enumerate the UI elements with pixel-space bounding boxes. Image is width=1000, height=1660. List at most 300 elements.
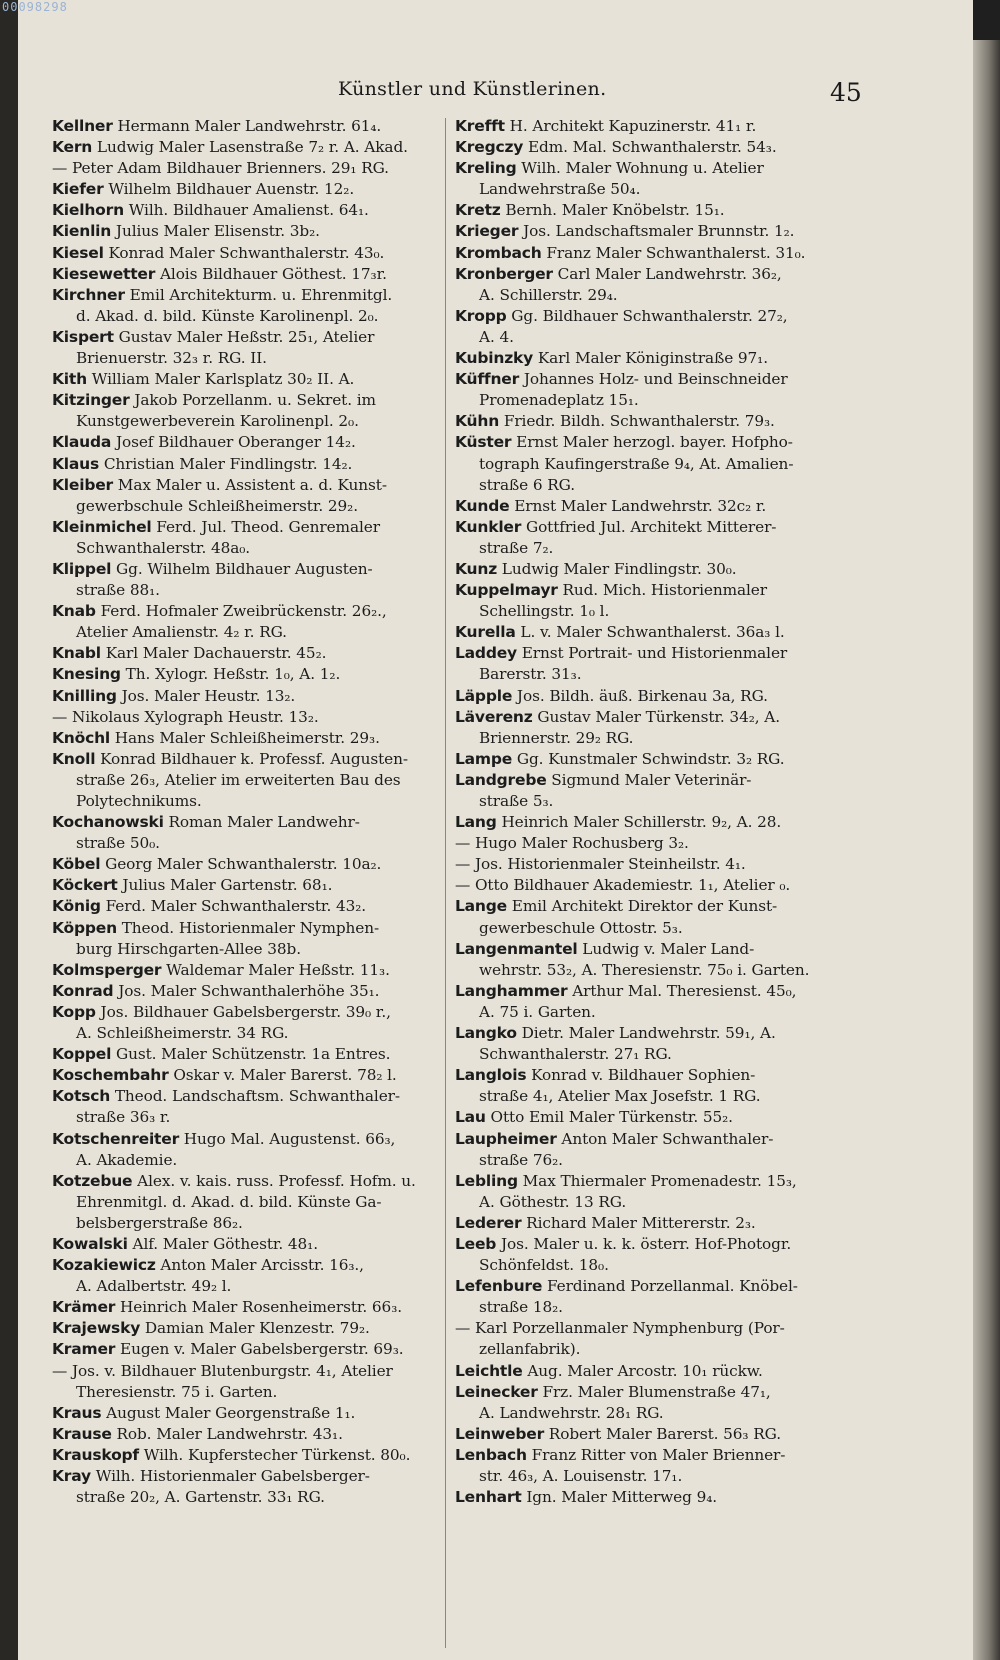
directory-entry-continuation: [52, 348, 462, 369]
entry-surname: Kurella: [455, 623, 516, 642]
entry-surname: Knilling: [52, 686, 117, 705]
entry-text: Rud. Mich. Historienmaler: [562, 581, 767, 600]
directory-entry-continuation: [455, 1297, 865, 1318]
directory-entry: [52, 601, 462, 622]
directory-entry-continuation: [455, 728, 865, 749]
directory-entry: [52, 1339, 462, 1360]
entry-text: Eugen v. Maler Gabelsbergerstr. 69₃.: [120, 1340, 404, 1359]
entry-text: A. 4.: [479, 327, 514, 346]
entry-text: straße 18₂.: [479, 1298, 563, 1317]
entry-surname: Klippel: [52, 559, 112, 578]
directory-entry: [455, 1445, 865, 1466]
entry-text: Barerstr. 31₃.: [479, 665, 582, 684]
directory-entry: [455, 264, 865, 285]
entry-surname: Leichtle: [455, 1361, 523, 1380]
entry-surname: Kith: [52, 370, 87, 389]
entry-text: — Jos. Historienmaler Steinheilstr. 4₁.: [455, 855, 746, 874]
entry-surname: Koschembahr: [52, 1066, 169, 1085]
entry-text: Konrad Bildhauer k. Professf. Augusten-: [100, 749, 408, 768]
entry-text: Otto Emil Maler Türkenstr. 55₂.: [490, 1108, 733, 1127]
entry-surname: Kellner: [52, 117, 113, 135]
entry-text: tograph Kaufingerstraße 9₄, At. Amalien-: [479, 454, 794, 473]
directory-entry: [52, 221, 462, 242]
directory-entry: [52, 390, 462, 411]
entry-text: A. Adalbertstr. 49₂ l.: [76, 1277, 232, 1296]
entry-text: Konrad Maler Schwanthalerstr. 43₀.: [108, 243, 385, 262]
entry-text: Franz Maler Schwanthalerst. 31₀.: [546, 243, 806, 262]
directory-entry: [455, 643, 865, 664]
entry-text: Schwanthalerstr. 27₁ RG.: [479, 1045, 672, 1064]
entry-text: Jakob Porzellanm. u. Sekret. im: [134, 391, 376, 410]
entry-text: Sigmund Maler Veterinär-: [551, 770, 752, 789]
entry-text: wehrstr. 53₂, A. Theresienstr. 75₀ i. Garten.: [479, 960, 810, 979]
directory-entry: [52, 686, 462, 707]
entry-text: William Maler Karlsplatz 30₂ II. A.: [91, 370, 355, 389]
directory-entry-continuation: [52, 770, 462, 791]
entry-text: Christian Maler Findlingstr. 14₂.: [103, 454, 353, 473]
entry-text: Emil Architekturm. u. Ehrenmitgl.: [129, 285, 393, 304]
entry-surname: Kleiber: [52, 475, 114, 494]
entry-surname: Kolmsperger: [52, 960, 162, 979]
entry-text: Hermann Maler Landwehrstr. 61₄.: [117, 117, 382, 135]
entry-text: — Jos. v. Bildhauer Blutenburgstr. 4₁, Atelier: [52, 1361, 393, 1380]
entry-text: burg Hirschgarten-Allee 38b.: [76, 939, 301, 958]
directory-entry: [52, 200, 462, 221]
directory-entry: [455, 770, 865, 791]
right-column: [455, 116, 865, 1508]
directory-entry: [52, 559, 462, 580]
column-divider: [445, 118, 446, 1648]
directory-entry-continuation: [455, 1339, 865, 1360]
entry-text: Frz. Maler Blumenstraße 47₁,: [542, 1382, 771, 1401]
entry-surname: Landgrebe: [455, 770, 547, 789]
entry-text: Gustav Maler Heßstr. 25₁, Atelier: [118, 327, 375, 346]
entry-text: straße 5₃.: [479, 792, 554, 810]
entry-surname: Langko: [455, 1024, 517, 1043]
directory-entry-continuation: [455, 1403, 865, 1424]
entry-surname: Kunde: [455, 496, 510, 515]
entry-text: Gustav Maler Türkenstr. 34₂, A.: [537, 707, 780, 726]
entry-text: Schwanthalerstr. 48a₀.: [76, 538, 251, 557]
directory-entry: [52, 1466, 462, 1487]
directory-entry: [52, 1234, 462, 1255]
directory-entry-continuation: [52, 1487, 462, 1508]
entry-text: zellanfabrik).: [479, 1340, 581, 1359]
directory-entry: [52, 454, 462, 475]
entry-text: Carl Maler Landwehrstr. 36₂,: [557, 264, 782, 283]
directory-entry: [455, 1487, 865, 1508]
entry-text: Bernh. Maler Knöbelstr. 15₁.: [505, 201, 725, 220]
directory-entry: [52, 1086, 462, 1107]
directory-entry-continuation: [455, 454, 865, 475]
directory-entry: [52, 243, 462, 264]
directory-entry-continuation: [52, 1192, 462, 1213]
entry-surname: Leinweber: [455, 1424, 545, 1443]
directory-entry-continuation: [455, 285, 865, 306]
directory-entry: [455, 833, 865, 854]
directory-entry-continuation: [52, 1150, 462, 1171]
entry-surname: Laupheimer: [455, 1129, 557, 1148]
entry-surname: Krämer: [52, 1298, 116, 1317]
directory-entry: [52, 1044, 462, 1065]
entry-text: Jos. Maler Schwanthalerhöhe 35₁.: [118, 981, 380, 1000]
entry-text: Ferd. Jul. Theod. Genremaler: [156, 517, 380, 536]
entry-text: — Karl Porzellanmaler Nymphenburg (Por-: [455, 1319, 785, 1338]
entry-surname: Läverenz: [455, 707, 533, 726]
entry-text: Ferd. Hofmaler Zweibrückenstr. 26₂.,: [100, 602, 387, 621]
directory-entry: [455, 939, 865, 960]
directory-entry-continuation: [52, 791, 462, 812]
directory-entry: [52, 728, 462, 749]
directory-entry: [52, 1171, 462, 1192]
entry-surname: Kronberger: [455, 264, 553, 283]
directory-entry-continuation: [52, 411, 462, 432]
entry-surname: Krauskopf: [52, 1445, 139, 1464]
directory-entry: [455, 707, 865, 728]
entry-surname: Kozakiewicz: [52, 1256, 156, 1275]
entry-text: A. Schillerstr. 29₄.: [479, 285, 618, 304]
entry-text: L. v. Maler Schwanthalerst. 36a₃ l.: [520, 623, 785, 642]
directory-entry-continuation: [52, 939, 462, 960]
directory-entry: [52, 137, 462, 158]
entry-text: Josef Bildhauer Oberanger 14₂.: [115, 433, 356, 452]
entry-surname: Koppel: [52, 1045, 112, 1064]
directory-entry: [455, 812, 865, 833]
directory-entry: [52, 264, 462, 285]
entry-surname: Lau: [455, 1108, 486, 1127]
entry-text: belsbergerstraße 86₂.: [76, 1213, 243, 1232]
directory-entry: [455, 369, 865, 390]
entry-surname: Kunz: [455, 559, 498, 578]
directory-entry: [52, 517, 462, 538]
directory-entry-continuation: [455, 791, 865, 812]
directory-entry-continuation: [455, 664, 865, 685]
directory-entry: [52, 981, 462, 1002]
entry-text: Ferdinand Porzellanmal. Knöbel-: [546, 1277, 798, 1296]
directory-entry-continuation: [455, 1150, 865, 1171]
directory-entry: [52, 875, 462, 896]
entry-text: Edm. Mal. Schwanthalerstr. 54₃.: [527, 138, 777, 157]
directory-entry: [455, 348, 865, 369]
directory-entry-continuation: [455, 1192, 865, 1213]
directory-entry-continuation: [52, 496, 462, 517]
entry-surname: Krieger: [455, 222, 519, 241]
directory-entry: [455, 875, 865, 896]
entry-text: — Otto Bildhauer Akademiestr. 1₁, Atelier ₀.: [455, 876, 791, 895]
directory-entry-continuation: [455, 390, 865, 411]
directory-entry: [52, 918, 462, 939]
entry-text: Aug. Maler Arcostr. 10₁ rückw.: [527, 1361, 763, 1380]
entry-text: Ernst Maler herzogl. bayer. Hofpho-: [516, 433, 793, 452]
directory-entry: [455, 1129, 865, 1150]
directory-entry: [52, 854, 462, 875]
entry-text: Jos. Landschaftsmaler Brunnstr. 1₂.: [523, 222, 795, 241]
directory-entry: [455, 432, 865, 453]
entry-text: Th. Xylogr. Heßstr. 1₀, A. 1₂.: [125, 665, 341, 684]
directory-entry-continuation: [455, 1002, 865, 1023]
entry-text: — Nikolaus Xylograph Heustr. 13₂.: [52, 707, 319, 726]
entry-text: straße 4₁, Atelier Max Josefstr. 1 RG.: [479, 1087, 761, 1106]
entry-text: Karl Maler Dachauerstr. 45₂.: [105, 644, 327, 663]
directory-entry: [52, 1318, 462, 1339]
entry-text: Alois Bildhauer Göthest. 17₃r.: [159, 264, 387, 283]
entry-surname: Klauda: [52, 433, 112, 452]
entry-surname: Leinecker: [455, 1382, 538, 1401]
directory-entry-continuation: [455, 960, 865, 981]
entry-text: Jos. Maler u. k. k. österr. Hof-Photogr.: [500, 1234, 792, 1253]
entry-text: Richard Maler Mittererstr. 2₃.: [526, 1213, 756, 1232]
directory-entry: [52, 158, 462, 179]
entry-text: A. Akademie.: [76, 1150, 178, 1169]
directory-entry-continuation: [455, 601, 865, 622]
directory-entry: [455, 1171, 865, 1192]
entry-surname: Köppen: [52, 918, 117, 937]
directory-entry: [455, 306, 865, 327]
directory-entry: [455, 1361, 865, 1382]
entry-surname: Langenmantel: [455, 939, 578, 958]
directory-entry: [455, 896, 865, 917]
entry-text: — Peter Adam Bildhauer Brienners. 29₁ RG.: [52, 159, 389, 178]
entry-surname: Kienlin: [52, 222, 112, 241]
entry-text: Ehrenmitgl. d. Akad. d. bild. Künste Ga-: [76, 1192, 382, 1211]
entry-surname: Lederer: [455, 1213, 522, 1232]
directory-entry-continuation: [52, 833, 462, 854]
directory-entry: [52, 1129, 462, 1150]
directory-entry-continuation: [455, 327, 865, 348]
entry-text: Emil Architekt Direktor der Kunst-: [511, 897, 778, 916]
entry-text: Franz Ritter von Maler Brienner-: [531, 1445, 786, 1464]
entry-text: Briennerstr. 29₂ RG.: [479, 728, 634, 747]
entry-text: Theresienstr. 75 i. Garten.: [76, 1382, 278, 1401]
entry-text: straße 76₂.: [479, 1150, 563, 1169]
entry-text: straße 26₃, Atelier im erweiterten Bau des: [76, 770, 401, 789]
entry-text: straße 50₀.: [76, 834, 160, 853]
entry-text: Hans Maler Schleißheimerstr. 29₃.: [114, 728, 380, 747]
directory-entry: [52, 285, 462, 306]
entry-surname: Knesing: [52, 665, 121, 684]
directory-entry: [52, 179, 462, 200]
directory-entry: [52, 1002, 462, 1023]
directory-entry: [52, 432, 462, 453]
directory-entry: [52, 812, 462, 833]
entry-surname: Krajewsky: [52, 1319, 141, 1338]
entry-text: Ferd. Maler Schwanthalerstr. 43₂.: [105, 897, 367, 916]
entry-text: Max Thiermaler Promenadestr. 15₃,: [522, 1171, 797, 1190]
entry-surname: Lang: [455, 813, 497, 832]
entry-text: A. 75 i. Garten.: [479, 1002, 596, 1021]
entry-surname: Kleinmichel: [52, 517, 152, 536]
directory-entry: [455, 749, 865, 770]
entry-text: Alf. Maler Göthestr. 48₁.: [132, 1234, 318, 1253]
directory-entry: [455, 243, 865, 264]
entry-text: Roman Maler Landwehr-: [168, 813, 360, 832]
directory-entry: [52, 749, 462, 770]
directory-entry: [455, 137, 865, 158]
entry-text: Wilh. Bildhauer Amalienst. 64₁.: [128, 201, 369, 220]
entry-surname: Lenhart: [455, 1488, 522, 1507]
entry-surname: Lampe: [455, 749, 513, 768]
entry-surname: Klaus: [52, 454, 100, 473]
entry-surname: Küster: [455, 433, 512, 452]
entry-surname: Kunkler: [455, 517, 522, 536]
entry-surname: Konrad: [52, 981, 114, 1000]
entry-text: Gg. Wilhelm Bildhauer Augusten-: [116, 559, 373, 578]
entry-surname: Kowalski: [52, 1234, 128, 1253]
running-head: Künstler und Künstlerinen.: [338, 78, 607, 100]
entry-text: Wilh. Kupferstecher Türkenst. 80₀.: [143, 1445, 411, 1464]
entry-surname: Krombach: [455, 243, 542, 262]
entry-text: Jos. Maler Heustr. 13₂.: [121, 686, 296, 705]
entry-text: Ign. Maler Mitterweg 9₄.: [526, 1488, 717, 1507]
entry-text: Robert Maler Barerst. 56₃ RG.: [548, 1424, 781, 1443]
entry-surname: Köbel: [52, 855, 101, 874]
directory-entry: [455, 686, 865, 707]
entry-text: Gg. Kunstmaler Schwindstr. 3₂ RG.: [516, 749, 785, 768]
left-column: [52, 116, 462, 1508]
entry-text: Gottfried Jul. Architekt Mitterer-: [525, 517, 777, 536]
entry-text: Ludwig Maler Lasenstraße 7₂ r. A. Akad.: [96, 138, 408, 157]
entry-text: Georg Maler Schwanthalerstr. 10a₂.: [105, 855, 382, 874]
directory-entry-continuation: [52, 538, 462, 559]
entry-text: Ludwig Maler Findlingstr. 30₀.: [501, 559, 737, 578]
entry-surname: Kretz: [455, 201, 501, 220]
directory-entry: [455, 1213, 865, 1234]
directory-entry: [455, 411, 865, 432]
entry-text: Theod. Historienmaler Nymphen-: [121, 918, 380, 937]
entry-surname: Laddey: [455, 644, 517, 663]
directory-entry-continuation: [52, 306, 462, 327]
entry-surname: Kiesewetter: [52, 264, 156, 283]
entry-text: Max Maler u. Assistent a. d. Kunst-: [117, 475, 387, 494]
entry-text: straße 20₂, A. Gartenstr. 33₁ RG.: [76, 1488, 325, 1507]
entry-text: Alex. v. kais. russ. Professf. Hofm. u.: [137, 1171, 416, 1190]
entry-text: d. Akad. d. bild. Künste Karolinenpl. 2₀.: [76, 306, 379, 325]
directory-entry: [52, 1065, 462, 1086]
directory-entry: [455, 158, 865, 179]
entry-text: Ludwig v. Maler Land-: [582, 939, 755, 958]
entry-text: Landwehrstraße 50₄.: [479, 180, 641, 199]
entry-text: Jos. Bildh. äuß. Birkenau 3a, RG.: [516, 686, 768, 705]
entry-text: gewerbschule Schleißheimerstr. 29₂.: [76, 496, 358, 515]
directory-entry: [52, 1445, 462, 1466]
directory-entry-continuation: [455, 1044, 865, 1065]
entry-surname: Lenbach: [455, 1445, 527, 1464]
entry-surname: Kreling: [455, 159, 517, 178]
directory-entry: [52, 960, 462, 981]
entry-surname: Kopp: [52, 1002, 96, 1021]
directory-entry: [52, 643, 462, 664]
entry-surname: Kühn: [455, 412, 500, 431]
left-page-edge: [0, 0, 20, 1660]
entry-surname: Knab: [52, 602, 96, 621]
entry-text: Waldemar Maler Heßstr. 11₃.: [166, 960, 390, 979]
entry-text: straße 36₃ r.: [76, 1108, 171, 1127]
entry-text: Ernst Portrait- und Historienmaler: [521, 644, 788, 663]
entry-text: Johannes Holz- und Beinschneider: [523, 370, 788, 389]
directory-entry: [52, 1403, 462, 1424]
entry-text: H. Architekt Kapuzinerstr. 41₁ r.: [509, 117, 757, 135]
entry-surname: Lefenbure: [455, 1277, 543, 1296]
right-page-edges: [973, 40, 1000, 1660]
entry-surname: Kern: [52, 138, 93, 157]
directory-entry-continuation: [455, 538, 865, 559]
entry-surname: Kotzebue: [52, 1171, 133, 1190]
entry-text: Promenadeplatz 15₁.: [479, 391, 639, 410]
directory-entry: [52, 896, 462, 917]
directory-entry-continuation: [52, 1276, 462, 1297]
entry-text: Oskar v. Maler Barerst. 78₂ l.: [173, 1066, 397, 1085]
directory-entry-continuation: [52, 1107, 462, 1128]
entry-surname: Langlois: [455, 1066, 527, 1085]
entry-surname: Kochanowski: [52, 813, 164, 832]
entry-surname: Leeb: [455, 1234, 497, 1253]
directory-entry-continuation: [52, 1213, 462, 1234]
entry-surname: Krefft: [455, 117, 505, 135]
scan-serial-number: 00098298: [2, 0, 68, 14]
entry-text: Gg. Bildhauer Schwanthalerstr. 27₂,: [511, 306, 788, 325]
entry-surname: Kray: [52, 1467, 91, 1485]
entry-text: straße 88₁.: [76, 581, 160, 600]
entry-surname: Lange: [455, 897, 507, 916]
entry-surname: Knabl: [52, 644, 101, 663]
entry-surname: Kuppelmayr: [455, 581, 558, 600]
directory-entry: [52, 327, 462, 348]
entry-text: Theod. Landschaftsm. Schwanthaler-: [114, 1087, 400, 1106]
directory-entry-continuation: [52, 622, 462, 643]
entry-surname: Krause: [52, 1424, 112, 1443]
directory-entry: [455, 854, 865, 875]
directory-entry: [455, 1276, 865, 1297]
directory-entry: [455, 1023, 865, 1044]
entry-text: Kunstgewerbeverein Karolinenpl. 2₀.: [76, 412, 359, 431]
entry-text: Wilhelm Bildhauer Auenstr. 12₂.: [108, 180, 355, 199]
entry-surname: Kotsch: [52, 1087, 111, 1106]
entry-text: A. Göthestr. 13 RG.: [479, 1192, 627, 1211]
directory-entry: [52, 1361, 462, 1382]
directory-entry-continuation: [52, 580, 462, 601]
directory-entry: [455, 116, 865, 137]
entry-surname: Kiesel: [52, 243, 104, 262]
entry-surname: Küffner: [455, 370, 520, 389]
page-number: 45: [830, 78, 862, 107]
directory-entry-continuation: [455, 1255, 865, 1276]
entry-surname: Kotschenreiter: [52, 1129, 180, 1148]
entry-text: Friedr. Bildh. Schwanthalerstr. 79₃.: [503, 412, 775, 431]
directory-entry-continuation: [455, 1086, 865, 1107]
entry-text: Julius Maler Gartenstr. 68₁.: [122, 876, 333, 895]
entry-surname: Lebling: [455, 1171, 518, 1190]
directory-entry: [52, 369, 462, 390]
entry-surname: Kubinzky: [455, 349, 534, 368]
directory-entry: [455, 622, 865, 643]
entry-surname: Knöchl: [52, 728, 111, 747]
entry-surname: Köckert: [52, 876, 118, 895]
entry-text: Heinrich Maler Schillerstr. 9₂, A. 28.: [501, 813, 782, 832]
directory-entry: [455, 200, 865, 221]
entry-text: Dietr. Maler Landwehrstr. 59₁, A.: [521, 1024, 776, 1043]
directory-entry: [455, 1382, 865, 1403]
entry-surname: Knoll: [52, 749, 96, 768]
entry-surname: Kielhorn: [52, 201, 124, 220]
entry-text: Atelier Amalienstr. 4₂ r. RG.: [76, 623, 287, 642]
entry-text: Rob. Maler Landwehrstr. 43₁.: [116, 1424, 343, 1443]
directory-entry: [52, 116, 462, 137]
entry-surname: Langhammer: [455, 981, 568, 1000]
entry-text: Schönfeldst. 18₀.: [479, 1256, 609, 1275]
entry-surname: König: [52, 897, 101, 916]
directory-entry: [52, 475, 462, 496]
entry-text: Hugo Mal. Augustenst. 66₃,: [183, 1129, 396, 1148]
